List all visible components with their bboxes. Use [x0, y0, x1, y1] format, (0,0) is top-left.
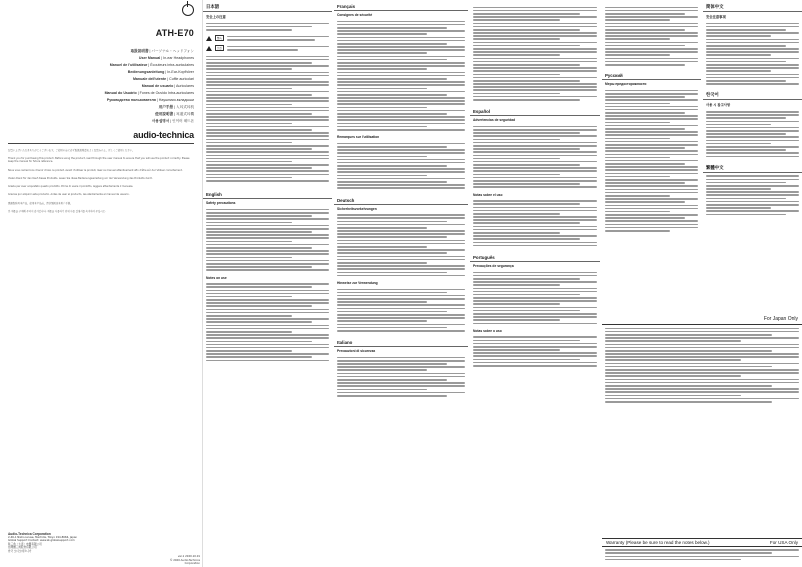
body-text: [470, 4, 600, 103]
safety-heading-es: Advertencias de seguridad: [473, 118, 516, 123]
safety-heading-en: Safety precautions: [206, 201, 236, 206]
french-german-italian-column: [334, 0, 468, 567]
safety-heading-fr: Consignes de sécurité: [337, 13, 373, 17]
divider: [8, 143, 194, 144]
caution-triangle-icon: [206, 46, 212, 51]
warning-row: [203, 33, 332, 43]
safety-heading-ru: Меры предосторожности: [605, 82, 647, 87]
section-heading-spanish: Español: [470, 107, 600, 116]
kr-company: 한국 오디오테크니카: [8, 549, 32, 553]
safety-heading-de: Sicherheitsvorkehrungen: [337, 206, 377, 211]
warning-triangle-icon: [206, 36, 212, 41]
manual-title-de: Bedienungsanleitung | In-Ear-Kopfhörer: [127, 70, 194, 74]
warranty-note: Warranty (Please be sure to read the notes below.): [606, 539, 710, 545]
body-text: [203, 281, 332, 364]
cover-column: [0, 0, 200, 567]
subcolumn-left: [602, 0, 701, 310]
manual-title-ru: Руководство пользователя | Наушники-вкладыши: [106, 98, 194, 102]
section-heading-german: Deutsch: [334, 196, 468, 205]
usa-warranty-header: [602, 538, 802, 547]
section-heading-french: Français: [334, 2, 468, 11]
manual-title-fr: Manuel de l'utilisateur | Écouteurs intra-auriculaires: [109, 63, 194, 67]
section-heading-chinese-traditional: 繁體中文: [703, 163, 802, 173]
usa-warranty-band: [602, 538, 802, 563]
body-text: [203, 53, 332, 184]
support-contact: Global Support Contact: www.at-globalsupport.com: [8, 539, 75, 543]
body-text: [203, 20, 332, 33]
caution-label: 注意: [217, 47, 222, 51]
manual-title-it: Manuale dell'utente | Cuffie auricolari: [132, 77, 194, 81]
body-text: [334, 212, 468, 279]
body-text: [470, 269, 600, 327]
manual-title-pt: Manual do Usuário | Fones de Ouvido Intra-auriculares: [104, 91, 194, 95]
tw-company: 台灣鐵三角股份有限公司: [8, 546, 37, 550]
section-heading-portuguese: Português: [470, 253, 600, 262]
body-text: [203, 206, 332, 273]
upper-two-subcolumns: [602, 0, 802, 310]
intro-en: Thank you for purchasing this product. Before using the product, read through the user manual to ensure that you will use the product correctly. Please keep the manual for future reference.: [8, 156, 190, 164]
manual-title-ko: 사용설명서 | 인이어 헤드폰: [151, 119, 194, 123]
manual-title-en: User Manual | In-ear Headphones: [138, 56, 194, 60]
body-text: [602, 4, 701, 68]
notes-heading-en: Notes on use: [206, 275, 227, 280]
manual-title-jp: 取扱説明書 | パーソナル・ヘッドフォン: [130, 49, 194, 53]
usa-warranty-text: [602, 547, 802, 563]
body-text: [470, 123, 600, 190]
body-text: [703, 108, 802, 159]
section-heading-korean: 한국어: [703, 90, 802, 100]
intro-it: Grazie per aver acquistato questo prodotto. Prima di usare il prodotto, leggere attentamente il manuale.: [8, 185, 134, 189]
safety-heading-pt: Precauções de segurança: [473, 263, 514, 268]
body-text: [470, 334, 600, 369]
manual-title-list: [8, 48, 194, 125]
audio-technica-logo-icon: [182, 4, 194, 16]
safety-heading-it: Precauzioni di sicurezza: [337, 349, 376, 354]
subcolumn-right: [703, 0, 802, 310]
notes-heading-de: Hinweise zur Verwendung: [337, 280, 378, 285]
manual-title-zh-s: 用户手册 | 入耳式耳机: [158, 105, 194, 109]
section-heading-japanese: 日本語: [203, 2, 332, 12]
version-codes: ver.1 2020.10.01 © 2020 Audio-Technica Corporation: [169, 555, 200, 565]
usa-only-label: For USA Only: [769, 539, 798, 545]
model-number: ATH-E70: [155, 28, 194, 38]
brand-wordmark: audio-technica: [133, 130, 194, 140]
notes-heading-fr: Remarques sur l'utilisation: [337, 135, 380, 140]
japan-only-text: [602, 325, 802, 405]
company-address: 2-46-1 Nishi-naruse, Machida, Tokyo 194-8666, Japan: [8, 535, 78, 539]
japan-only-heading: For Japan Only: [602, 314, 802, 325]
section-heading-russian: Русский: [602, 71, 701, 80]
section-heading-chinese-simplified: 简体中文: [703, 2, 802, 12]
notes-heading-es: Notas sobre el uso: [473, 192, 503, 197]
warning-label: 警告: [217, 37, 222, 41]
company-address-block: [8, 533, 158, 553]
intro-de: Vielen Dank für den Kauf dieses Produkts. Lesen Sie diese Bedienungsanleitung vor der Verwendung des Produkts durch.: [8, 176, 153, 180]
intro-jp: お買い上げいただきありがとうございます。ご使用の前に必ず取扱説明書をよくお読みの上、正しくご使用ください。: [8, 148, 135, 152]
body-text: [334, 140, 468, 191]
notes-heading-pt: Notas sobre o uso: [473, 328, 502, 333]
body-text: [703, 20, 802, 87]
body-text: [334, 354, 468, 399]
intro-zh: 感谢您购买本产品。使用本产品前，请仔细阅读本用户手册。: [8, 201, 73, 205]
intro-fr: Nous vous remercions d'avoir choisi ce produit. Avant d'utiliser le produit, lisez ce manuel attentivement afin d'être sûr de l'utiliser correctement.: [8, 168, 183, 172]
body-text: [703, 173, 802, 218]
body-text: [470, 198, 600, 249]
manual-title-es: Manual de usuario | Auriculares: [141, 84, 194, 88]
intro-ko: 본 제품을 구매해 주셔서 감사합니다. 제품을 사용하기 전에 사용 설명서를 숙지하여 주십시오.: [8, 210, 106, 214]
russian-chinese-korean-column: [602, 0, 802, 567]
caution-row: [203, 43, 332, 53]
section-heading-italian: Italiano: [334, 338, 468, 347]
safety-heading-ko: 사용 시 참고사항: [706, 103, 731, 108]
japanese-english-column: [202, 0, 332, 567]
spanish-portuguese-column: [470, 0, 600, 567]
body-text: [334, 18, 468, 133]
section-heading-english: English: [203, 190, 332, 199]
safety-heading-jp: 安全上の注意: [206, 15, 226, 19]
safety-heading-zh: 安全注意事项: [706, 15, 726, 19]
manual-title-zh-t: 使用說明書 | 耳道式耳機: [155, 112, 194, 116]
body-text: [334, 286, 468, 334]
company-name: Audio-Technica Corporation: [8, 531, 51, 536]
cn-company: 铁三角（大连）电器有限公司: [8, 542, 42, 546]
body-text: [602, 87, 701, 234]
intro-es: Gracias por adquirir este producto. Antes de usar el producto, lea atentamente el manual de usuario.: [8, 193, 130, 197]
